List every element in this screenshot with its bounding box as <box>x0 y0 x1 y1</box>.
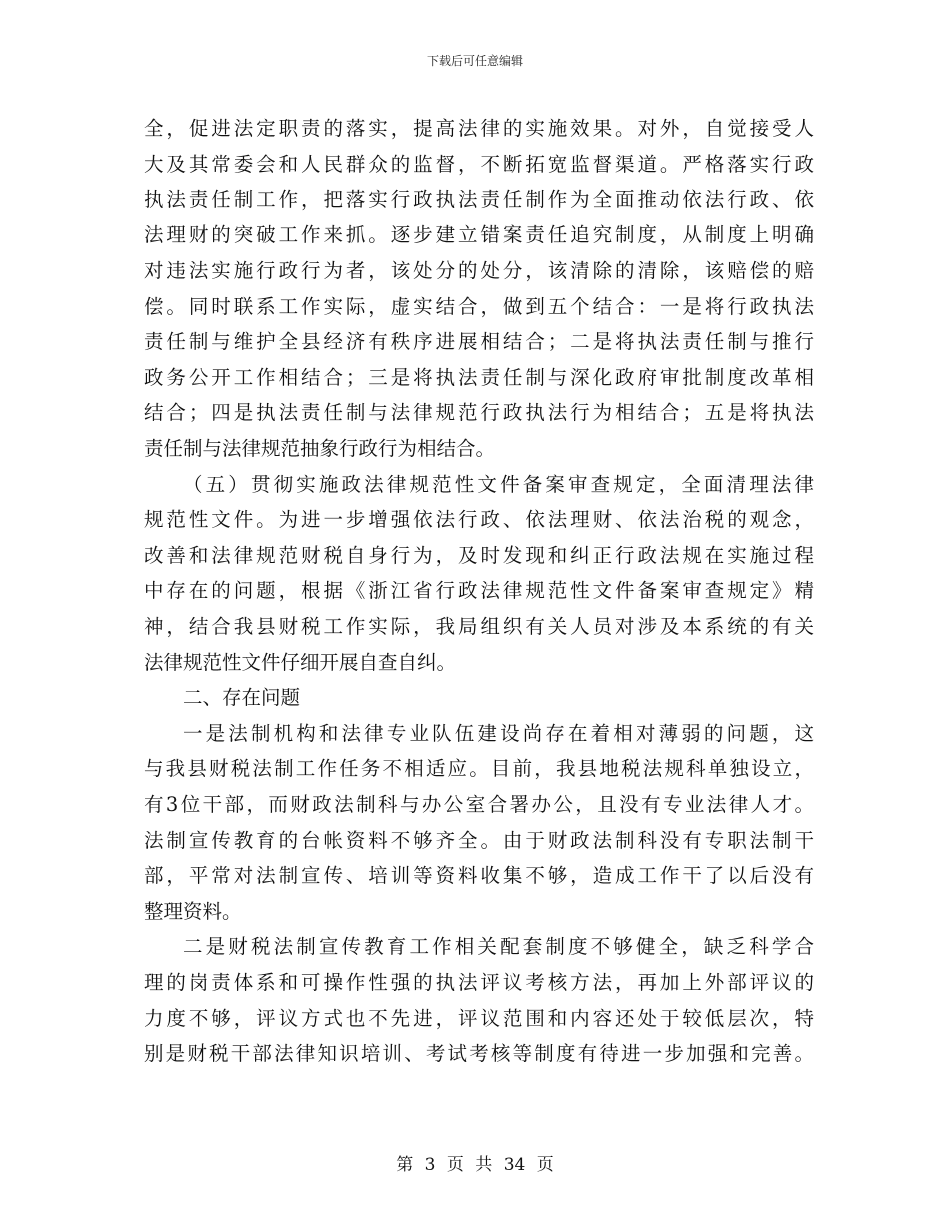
text-line: 结合；四是执法责任制与法律规范行政执法行为相结合；五是将执法 <box>144 401 814 424</box>
page-header: 下载后可任意编辑 <box>426 54 523 68</box>
text-line: 法律规范性文件仔细开展自查自纠。 <box>144 651 457 674</box>
text-line: 二是财税法制宣传教育工作相关配套制度不够健全，缺乏科学合 <box>183 935 814 958</box>
text-line: 全，促进法定职责的落实，提高法律的实施效果。对外，自觉接受人 <box>144 117 814 140</box>
text-line: 法制宣传教育的台帐资料不够齐全。由于财政法制科没有专职法制干 <box>144 829 814 852</box>
text-line: 法理财的突破工作来抓。逐步建立错案责任追究制度，从制度上明确 <box>144 223 814 246</box>
text-line: 力度不够，评议方式也不先进，评议范围和内容还处于较低层次，特 <box>144 1007 814 1030</box>
text-line: 神，结合我县财税工作实际，我局组织有关人员对涉及本系统的有关 <box>144 615 814 638</box>
text-line: 改善和法律规范财税自身行为，及时发现和纠正行政法规在实施过程 <box>144 544 814 567</box>
text-line: （五）贯彻实施政法律规范性文件备案审查规定，全面清理法律 <box>183 473 814 496</box>
text-line: 别是财税干部法律知识培训、考试考核等制度有待进一步加强和完善。 <box>144 1042 814 1065</box>
text-line: 有3位干部，而财政法制科与办公室合署办公，且没有专业法律人才。 <box>144 793 814 816</box>
text-line: 偿。同时联系工作实际，虚实结合，做到五个结合：一是将行政执法 <box>144 295 814 318</box>
text-line: 整理资料。 <box>144 900 242 923</box>
page-number: 第 3 页 共 34 页 <box>396 1155 554 1175</box>
text-line: 责任制与法律规范抽象行政行为相结合。 <box>144 437 496 460</box>
text-line: 执法责任制工作，把落实行政执法责任制作为全面推动依法行政、依 <box>144 188 814 211</box>
text-line: 与我县财税法制工作任务不相适应。目前，我县地税法规科单独设立， <box>144 757 814 780</box>
text-line: 部，平常对法制宣传、培训等资料收集不够，造成工作干了以后没有 <box>144 864 814 887</box>
text-line: 中存在的问题，根据《浙江省行政法律规范性文件备案审查规定》精 <box>144 579 814 602</box>
text-line: 政务公开工作相结合；三是将执法责任制与深化政府审批制度改革相 <box>144 366 814 389</box>
section-heading: 二、存在问题 <box>183 686 301 709</box>
text-line: 规范性文件。为进一步增强依法行政、依法理财、依法治税的观念， <box>144 508 814 531</box>
text-line: 对违法实施行政行为者，该处分的处分，该清除的清除，该赔偿的赔 <box>144 259 814 282</box>
text-line: 一是法制机构和法律专业队伍建设尚存在着相对薄弱的问题，这 <box>183 722 814 745</box>
text-line: 责任制与维护全县经济有秩序进展相结合；二是将执法责任制与推行 <box>144 330 814 353</box>
text-line: 理的岗责体系和可操作性强的执法评议考核方法，再加上外部评议的 <box>144 971 814 994</box>
text-line: 大及其常委会和人民群众的监督，不断拓宽监督渠道。严格落实行政 <box>144 153 814 176</box>
